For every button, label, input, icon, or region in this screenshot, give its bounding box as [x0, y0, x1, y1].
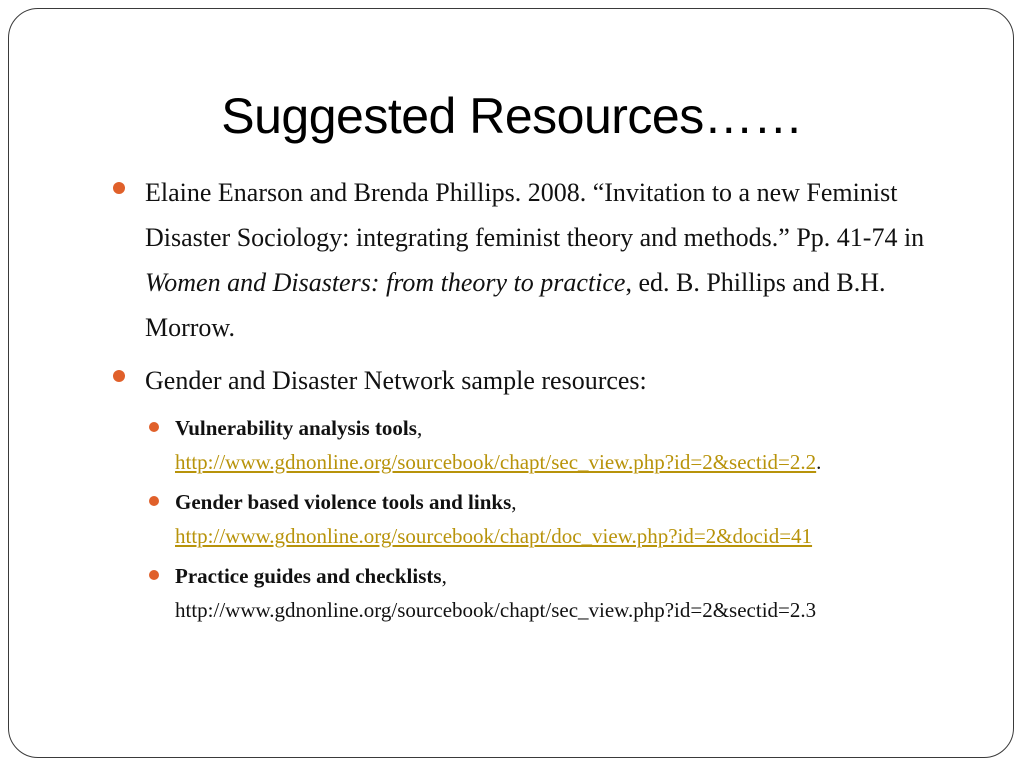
- sub-bullet-dot-icon: [149, 570, 159, 580]
- sub-bullet-dot-icon: [149, 496, 159, 506]
- bullet-dot-icon: [113, 182, 125, 194]
- citation-text: Elaine Enarson and Brenda Phillips. 2008. “Invitation to a new Feminist Disaster Sociology: integrating feminist theory and methods.” Pp. 41-74 in: [145, 178, 925, 252]
- subitem-label: Gender based violence tools and links: [175, 490, 512, 514]
- subitem-separator: ,: [441, 564, 447, 588]
- slide-title: Suggested Resources……: [221, 88, 803, 144]
- slide-content: [112, 170, 972, 633]
- subitem-label: Practice guides and checklists: [175, 564, 442, 588]
- gbv-tools-link[interactable]: http://www.gdnonline.org/sourcebook/chapt/doc_view.php?id=2&docid=41: [175, 524, 813, 548]
- vulnerability-tools-link[interactable]: http://www.gdnonline.org/sourcebook/chapt/sec_view.php?id=2&sectid=2.2: [175, 450, 817, 474]
- citation-book-title: Women and Disasters: from theory to practice: [145, 268, 626, 297]
- subitem-tail: .: [816, 450, 822, 474]
- subitem-vulnerability-tools: [147, 411, 972, 479]
- sub-bullet-dot-icon: [149, 422, 159, 432]
- subitem-separator: ,: [416, 416, 423, 440]
- practice-guides-url: http://www.gdnonline.org/sourcebook/chapt/sec_view.php?id=2&sectid=2.3: [175, 598, 817, 622]
- subitem-practice-guides: [147, 559, 972, 627]
- subitem-gbv-tools: [147, 485, 972, 553]
- bullet-item-gdn: [112, 358, 972, 403]
- subitem-label: Vulnerability analysis tools: [175, 416, 417, 440]
- gdn-heading: Gender and Disaster Network sample resources:: [145, 366, 647, 395]
- bullet-item-citation: [112, 170, 972, 350]
- citation-editors: , ed. B. Phillips and B.H. Morrow.: [145, 268, 886, 342]
- subitem-separator: ,: [511, 490, 517, 514]
- bullet-dot-icon: [113, 370, 125, 382]
